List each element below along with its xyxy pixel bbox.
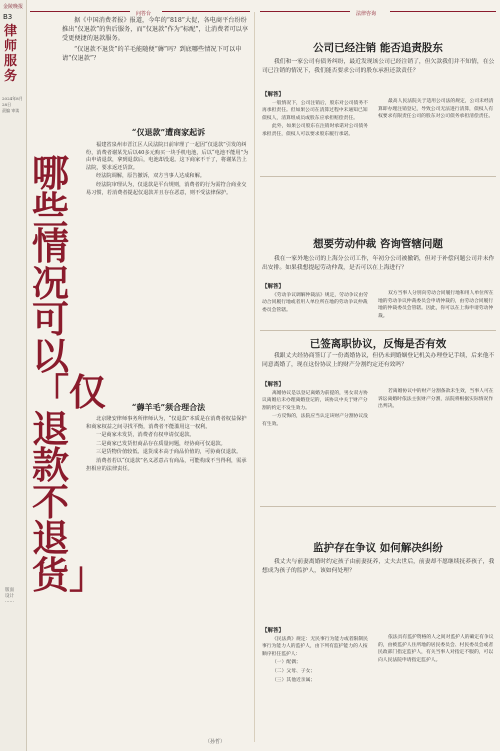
article-para: 三是货物价值较低、退货成本高于商品价值的，可协商仅退款。 <box>96 449 242 456</box>
answer-tag: 【解答】 <box>262 284 285 290</box>
rule-right-2 <box>390 11 496 12</box>
answer-para: 若离婚协议中的财产分割条款未生效，当事人可在诉讼离婚时依法主张财产分割，法院将根据实际情况作出判决。 <box>378 389 494 410</box>
intro <box>62 16 249 65</box>
qa-question: 我跟丈夫经协商签订了一份离婚协议，但仍未到婚姻登记机关办理登记手续，后来他不同意离婚了，现在这份协议上的财产分割约定还有效吗？ <box>262 353 495 368</box>
divider <box>260 330 496 331</box>
rule-left <box>30 11 130 12</box>
date-text: 2024年8月28日 <box>2 96 23 107</box>
article-para: 经法院审理认为，仅退款是平台规则，消费者的行为需符合商业交易习惯，若消费者提起仅退款并且存在恶意，则不受法律保护。 <box>86 181 247 196</box>
qa-title: 公司已经注销 能否追责股东 <box>313 42 443 54</box>
article-heading: “仅退款”遭商家起诉 <box>131 127 206 137</box>
rule-right <box>260 11 350 12</box>
qa-title: 监护存在争议 如何解决纠纷 <box>313 542 443 554</box>
side-note: 版面设计 …… <box>5 588 14 604</box>
qa-answer-left <box>262 628 370 685</box>
answer-para: 此外，如果公司股东在注销时承诺对公司债务承担责任，债权人可以要求股东履行承诺。 <box>262 124 368 137</box>
article-para: 经法院调解，原告撤诉，双方当事人达成和解。 <box>96 173 205 180</box>
byline: （孙哲） <box>205 739 226 745</box>
answer-para: （一）配偶； <box>272 660 301 666</box>
answer-tag: 【解答】 <box>262 382 285 388</box>
page-number: B3 <box>3 13 13 21</box>
answer-para: 双方当事人分别向劳动合同履行地和用人单位所在地的劳动争议仲裁委员会申请仲裁的，由劳动合同履行地的仲裁委员会管辖。因此，你可以在上海申请劳动仲裁。 <box>378 291 494 319</box>
divider <box>260 506 496 507</box>
article-heading: “薅羊毛”须合理合法 <box>131 402 206 412</box>
answer-para: 一般情况下，公司注销后，股东对公司债务不再承担责任。但如果公司在清算过程中未通知已知债权人，清算组成员或股东应承担赔偿责任。 <box>262 100 368 121</box>
masthead: 金陵晚报 <box>3 4 24 10</box>
answer-para: 一方反悔的，法院应当认定该财产分割协议没有生效。 <box>262 414 368 427</box>
qa-question: 我丈夫与前妻离婚时约定孩子由前妻抚养，丈夫去世后，前妻却不愿继续抚养孩子，我想成为孩子的监护人，该如何处理？ <box>262 559 495 574</box>
issue-date <box>2 96 25 114</box>
intro-para: “仅退款不退货”的羊毛能随便“薅”吗？到底哪些情况下可以申请“仅退款”？ <box>62 46 242 62</box>
editor-text: 责编 审读 <box>2 108 20 113</box>
qa-answer-left <box>262 92 370 140</box>
column-title-right: 法律咨询 <box>356 11 377 17</box>
qa-answer-right <box>378 634 496 665</box>
qa-title: 已签离职协议，反悔是否有效 <box>309 338 447 350</box>
article-body <box>86 142 251 198</box>
qa-question: 我们和一家公司有债务纠纷，最近发现该公司已经注销了，但欠款我们并不知情，在公司已注销的情况下，我们能否要求公司的股东承担还款责任？ <box>262 59 495 74</box>
article-body <box>86 416 251 474</box>
section-title: 律师服务 <box>4 24 18 84</box>
answer-para: 离婚协议是以登记离婚为前提的，男女双方协议离婚后未办理离婚登记的，该协议中关于财产分割的约定不发生效力。 <box>262 390 368 411</box>
intro-para: 据《中国消费者报》报道，今年的“818”大促，各电商平台纷纷推出“仅退款”的售后服务，而“仅退款”作为“标配”，让消费者可以享受更便捷的退款服务。 <box>62 17 249 42</box>
big-title: 哪些情况可以「仅退款不退货」 <box>32 151 106 597</box>
article-para: 一是商家未发货，消费者有权申请仅退款。 <box>96 432 195 439</box>
answer-para: 依法具有监护资格的人之间对监护人的确定有争议的，由被监护人住所地的居民委员会、村民委员会或者民政部门指定监护人，有关当事人对指定不服的，可以向人民法院申请指定监护人。 <box>378 635 494 663</box>
answer-para: 《劳动争议调解仲裁法》规定，劳动争议由劳动合同履行地或者用人单位所在地的劳动争议仲裁委员会管辖。 <box>262 292 368 313</box>
article-para: 消费者若以“仅退款”名义恶意占有商品，可能构成不当得利，需承担相应的法律责任。 <box>86 457 247 472</box>
answer-para: （三）其他近亲属； <box>272 677 316 683</box>
qa-answer-left <box>262 284 370 315</box>
qa-question: 我在一家外地公司的上海分公司工作，年初分公司被撤销，但对于补偿问题公司并未作出安排。如果我想提起劳动仲裁，是否可以在上海进行？ <box>262 256 495 271</box>
column-title-left: 问答台 <box>136 11 152 17</box>
qa-answer-right <box>378 388 496 412</box>
article-para: 二是商家已发货但商品存在质量问题，经协商可仅退款。 <box>96 440 226 447</box>
rule-left-2 <box>162 11 250 12</box>
qa-title: 想要劳动仲裁 咨询管辖问题 <box>313 238 443 250</box>
answer-para: （二）父母、子女； <box>272 668 316 674</box>
answer-para: 最高人民法院关于适用公司法的规定，公司未经清算即办理注销登记，导致公司无法进行清算，债权人有权要求有限责任公司的股东对公司债务承担清偿责任。 <box>378 99 494 120</box>
qa-answer-right <box>378 98 496 122</box>
qa-answer-right <box>378 290 496 321</box>
answer-para: 《民法典》规定：无民事行为能力或者限制民事行为能力人的监护人，由下列有监护能力的人按顺序担任监护人： <box>262 636 368 657</box>
column-divider <box>254 12 255 742</box>
answer-tag: 【解答】 <box>262 628 285 634</box>
divider <box>260 176 496 177</box>
article-para: 北京隆安律师事务所律师认为，“仅退款”本质是在消费者权益保护和商家权益之间寻找平衡，消费者不能滥用这一权利。 <box>86 416 247 430</box>
article-para: 福建省泉州市晋江区人民法院日前审理了一起因“仅退款”引发的纠纷，消费者谢某先后以40多元购买一块手机电池，后以“电池不能用”为由申请退款，拿到退款后，电池却没退。这下商家不干了，将谢某告上法院，要求返还货款。 <box>86 142 249 171</box>
qa-answer-left <box>262 382 370 430</box>
answer-tag: 【解答】 <box>262 92 285 98</box>
